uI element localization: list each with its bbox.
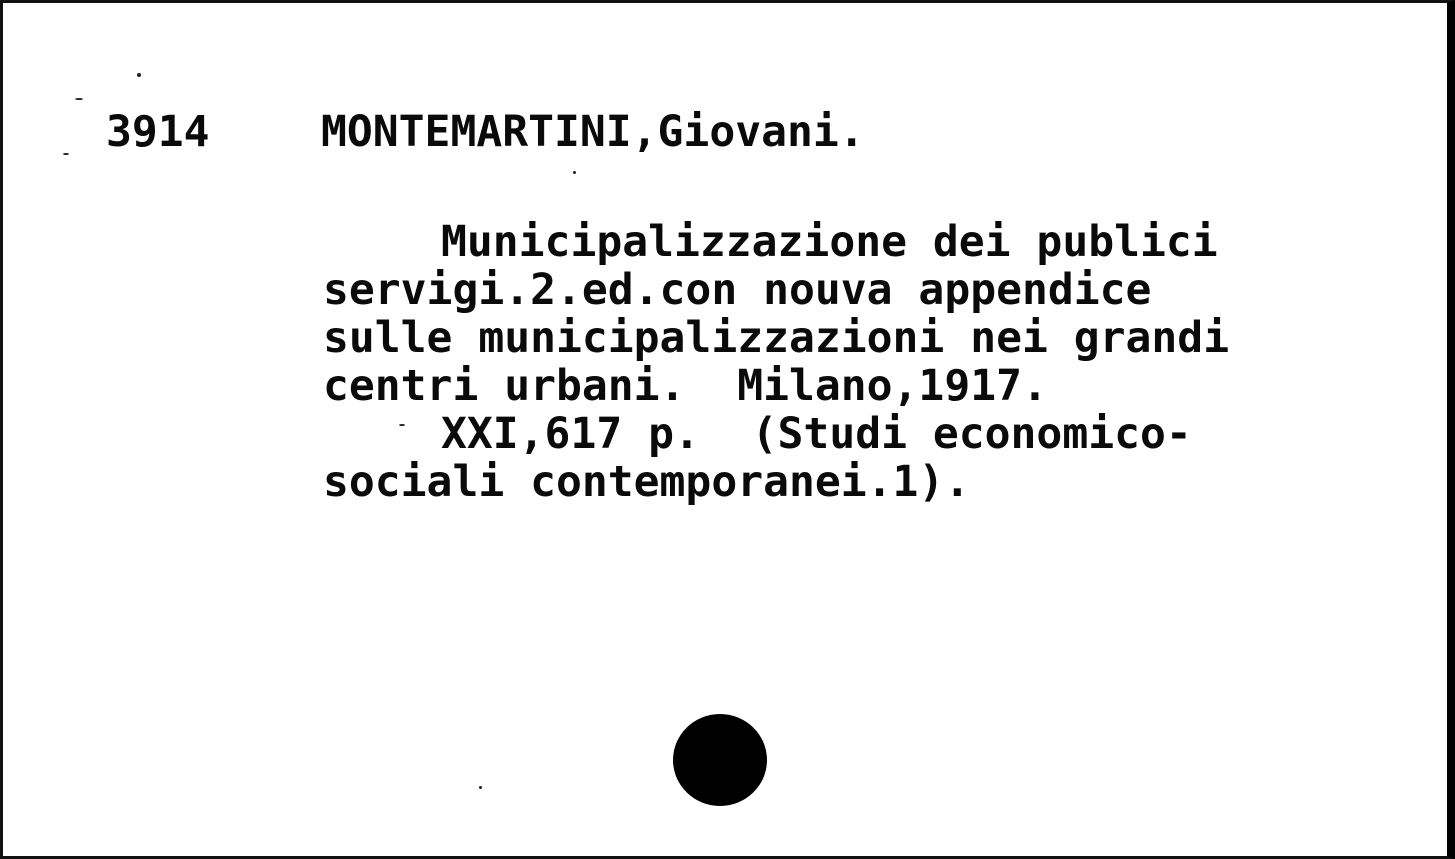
ink-speck (63, 153, 69, 155)
series-line: sociali contemporanei.1). (323, 457, 971, 507)
author-heading: MONTEMARTINI,Giovani. (321, 107, 865, 157)
punch-hole (673, 714, 767, 806)
ink-speck (137, 73, 141, 77)
ink-speck (75, 98, 83, 100)
ink-speck (573, 171, 576, 174)
ink-speck (479, 786, 482, 789)
title-line-3: sulle municipalizzazioni nei grandi (323, 313, 1230, 363)
title-line-1: Municipalizzazione dei publici (441, 217, 1218, 267)
title-line-2: servigi.2.ed.con nouva appendice (323, 265, 1152, 315)
collation-line: XXI,617 p. (Studi economico- (441, 409, 1192, 459)
ink-speck (399, 424, 405, 426)
call-number: 3914 (106, 107, 210, 157)
imprint-line: centri urbani. Milano,1917. (323, 361, 1048, 411)
